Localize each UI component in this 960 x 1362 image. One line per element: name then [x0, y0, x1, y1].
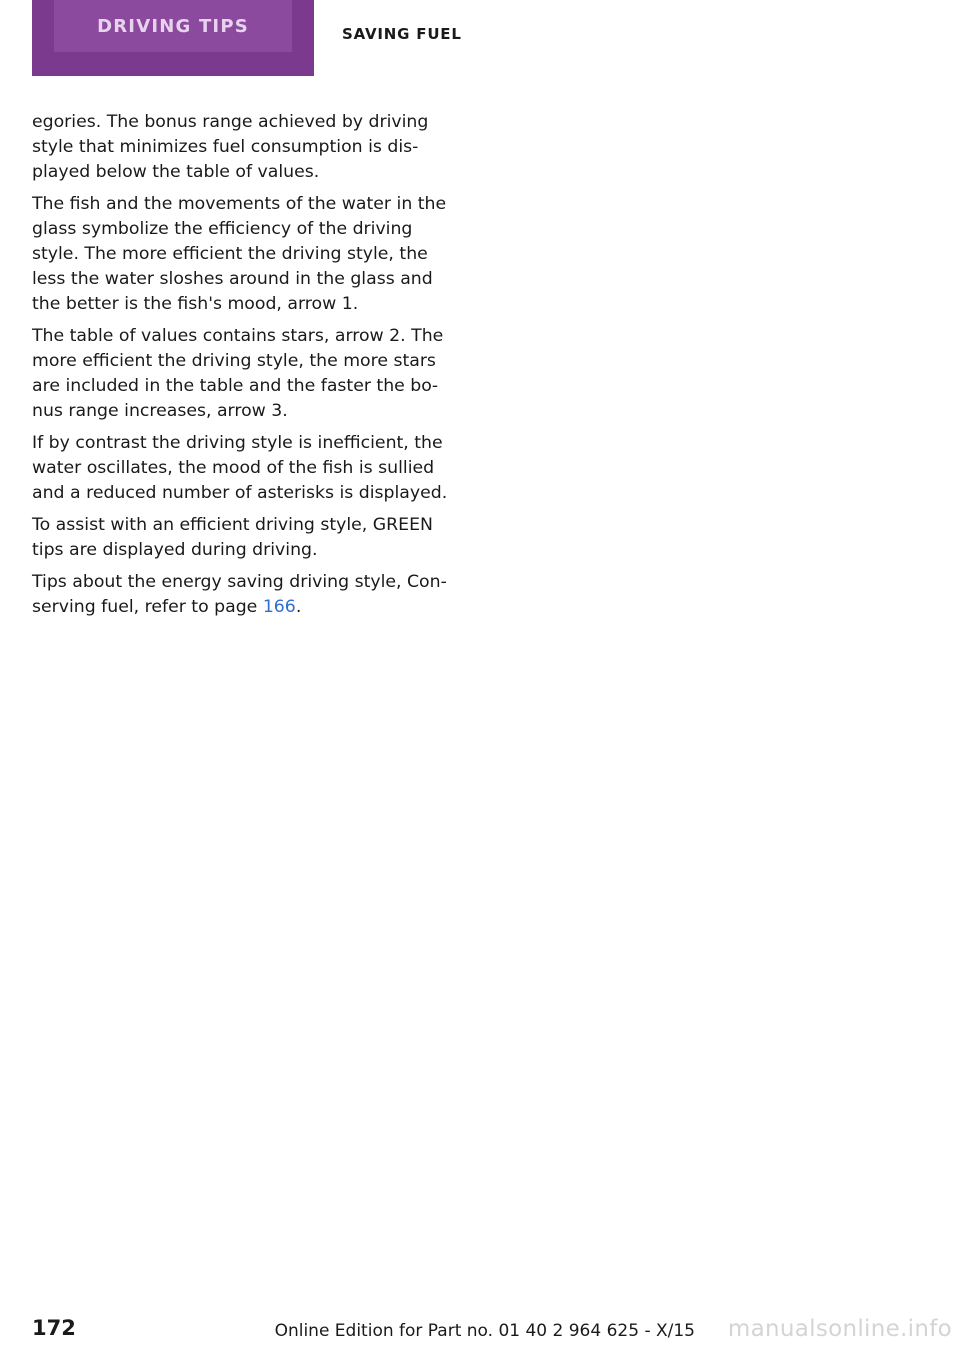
- page-number: 172: [32, 1316, 76, 1340]
- subsection-title: SAVING FUEL: [342, 25, 462, 43]
- paragraph: The fish and the movements of the water in the glass symbolize the efficiency of the driving style. The more efficient the driving style, the less the water sloshes around in the glass and the better is the fish's mood, arrow 1.: [32, 194, 447, 314]
- reference-text: Tips about the energy saving driving style, Con‐serving fuel, refer to page: [32, 572, 447, 617]
- watermark: manualsonline.info: [727, 1316, 952, 1342]
- paragraph: egories. The bonus range achieved by driving style that minimizes fuel consumption is dis‐played below the table of values.: [32, 112, 429, 182]
- paragraph: The table of values contains stars, arrow 2. The more efficient the driving style, the more stars are included in the table and the faster the bo‐nus range increases, arrow 3.: [32, 326, 444, 421]
- section-tab: [32, 0, 314, 76]
- body-text: [32, 110, 452, 627]
- paragraph: If by contrast the driving style is inefficient, the water oscillates, the mood of the fish is sullied and a reduced number of asterisks is displayed.: [32, 433, 448, 503]
- section-tab-label-box: [54, 0, 292, 52]
- page-reference-link[interactable]: 166: [262, 597, 296, 617]
- edition-note: Online Edition for Part no. 01 40 2 964 625 - X/15: [274, 1321, 695, 1341]
- reference-suffix: .: [295, 597, 302, 617]
- paragraph: To assist with an efficient driving style, GREEN tips are displayed during driving.: [32, 515, 433, 560]
- paragraph-with-reference: [32, 570, 452, 620]
- section-title: DRIVING TIPS: [97, 15, 249, 37]
